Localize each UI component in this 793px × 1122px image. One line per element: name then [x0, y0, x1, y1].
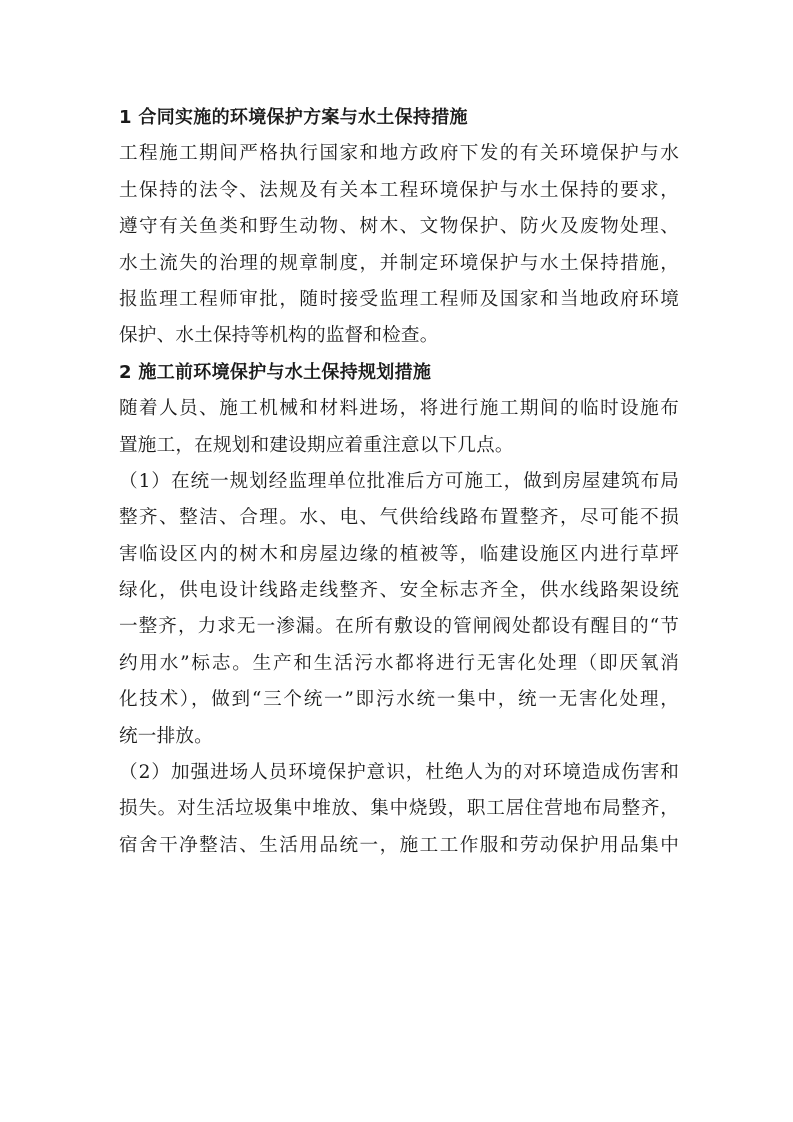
- text-line: 害临设区内的树木和房屋边缘的植被等，临建设施区内进行草坪: [119, 543, 679, 565]
- text-line: 保护、水土保持等机构的监督和检查。: [119, 325, 439, 347]
- text-line: 一整齐，力求无一渗漏。在所有敷设的管闸阀处都设有醒目的“节: [119, 616, 679, 638]
- document-page: [119, 100, 679, 864]
- text-line: 约用水”标志。生产和生活污水都将进行无害化处理（即厌氧消: [119, 652, 679, 674]
- text-line: 整齐、整洁、合理。水、电、气供给线路布置整齐，尽可能不损: [119, 507, 679, 529]
- text-line: 土保持的法令、法规及有关本工程环境保护与水土保持的要求，: [119, 179, 679, 201]
- section-heading-2: 2 施工前环境保护与水土保持规划措施: [119, 361, 432, 383]
- text-line: 化技术），做到“三个统一”即污水统一集中，统一无害化处理，: [119, 689, 679, 711]
- text-line: 宿舍干净整洁、生活用品统一，施工工作服和劳动保护用品集中: [119, 834, 679, 856]
- paragraph: [119, 136, 679, 354]
- text-line: 水土流失的治理的规章制度，并制定环境保护与水土保持措施，: [119, 252, 679, 274]
- text-line: 遵守有关鱼类和野生动物、树木、文物保护、防火及废物处理、: [119, 216, 679, 238]
- text-line: （1）在统一规划经监理单位批准后方可施工，做到房屋建筑布局: [119, 470, 679, 492]
- text-line: 绿化，供电设计线路走线整齐、安全标志齐全，供水线路架设统: [119, 580, 679, 602]
- paragraph: [119, 464, 679, 755]
- text-line: 报监理工程师审批，随时接受监理工程师及国家和当地政府环境: [119, 288, 679, 310]
- text-line: 置施工，在规划和建设期应着重注意以下几点。: [119, 434, 514, 456]
- paragraph: [119, 755, 679, 864]
- text-line: 随着人员、施工机械和材料进场，将进行施工期间的临时设施布: [119, 398, 679, 420]
- text-line: （2）加强进场人员环境保护意识，杜绝人为的对环境造成伤害和: [119, 762, 679, 784]
- section-heading-1: 1 合同实施的环境保护方案与水土保持措施: [119, 107, 468, 128]
- text-line: 损失。对生活垃圾集中堆放、集中烧毁，职工居住营地布局整齐，: [119, 798, 679, 820]
- paragraph: [119, 391, 679, 464]
- text-line: 统一排放。: [119, 725, 213, 747]
- text-line: 工程施工期间严格执行国家和地方政府下发的有关环境保护与水: [119, 143, 679, 165]
